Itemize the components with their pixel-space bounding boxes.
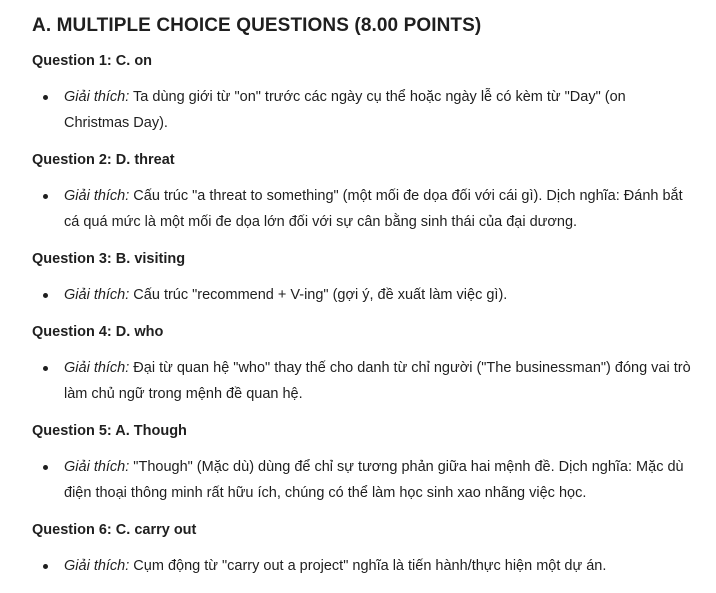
explanation-label: Giải thích: xyxy=(64,558,130,574)
explanation-label: Giải thích: xyxy=(64,459,130,475)
explanation-list xyxy=(32,553,692,579)
bullet-icon xyxy=(43,465,48,470)
explanation-item xyxy=(32,183,692,235)
bullet-icon xyxy=(43,194,48,199)
explanation-item xyxy=(32,553,692,579)
question-title: Question 6: C. carry out xyxy=(32,522,197,538)
explanation-item xyxy=(32,282,692,308)
explanation-list xyxy=(32,282,692,308)
question-title: Question 1: C. on xyxy=(32,53,153,69)
explanation-text: Cấu trúc "a threat to something" (một mối đe dọa đối với cái gì). Dịch nghĩa: Đánh bắt cá quá mức là một mối đe dọa lớn đối với sự cân bằng sinh thái của đại dương. xyxy=(64,188,683,230)
question-1 xyxy=(32,51,692,136)
question-title: Question 3: B. visiting xyxy=(32,251,186,267)
explanation-label: Giải thích: xyxy=(64,188,130,204)
explanation-list xyxy=(32,183,692,235)
bullet-icon xyxy=(43,366,48,371)
explanation-item xyxy=(32,454,692,506)
question-5 xyxy=(32,421,692,506)
explanation-item xyxy=(32,355,692,407)
document-content xyxy=(32,15,692,593)
explanation-text: Cụm động từ "carry out a project" nghĩa là tiến hành/thực hiện một dự án. xyxy=(129,558,607,574)
explanation-label: Giải thích: xyxy=(64,89,130,105)
question-4 xyxy=(32,322,692,407)
question-6 xyxy=(32,520,692,579)
explanation-list xyxy=(32,454,692,506)
bullet-icon xyxy=(43,564,48,569)
question-3 xyxy=(32,249,692,308)
explanation-text: "Though" (Mặc dù) dùng để chỉ sự tương phản giữa hai mệnh đề. Dịch nghĩa: Mặc dù điện thoại thông minh rất hữu ích, chúng có thể làm học sinh xao nhãng việc học. xyxy=(64,459,684,501)
explanation-text: Đại từ quan hệ "who" thay thế cho danh từ chỉ người ("The businessman") đóng vai trò làm chủ ngữ trong mệnh đề quan hệ. xyxy=(64,360,691,402)
question-title: Question 2: D. threat xyxy=(32,152,175,168)
explanation-item xyxy=(32,84,692,136)
question-title: Question 5: A. Though xyxy=(32,423,187,439)
explanation-label: Giải thích: xyxy=(64,287,130,303)
section-heading: A. MULTIPLE CHOICE QUESTIONS (8.00 POINTS) xyxy=(32,15,482,36)
bullet-icon xyxy=(43,293,48,298)
explanation-text: Ta dùng giới từ "on" trước các ngày cụ thể hoặc ngày lễ có kèm từ "Day" (on Christmas Day). xyxy=(64,89,626,131)
bullet-icon xyxy=(43,95,48,100)
explanation-label: Giải thích: xyxy=(64,360,130,376)
explanation-list xyxy=(32,355,692,407)
question-title: Question 4: D. who xyxy=(32,324,164,340)
explanation-list xyxy=(32,84,692,136)
explanation-text: Cấu trúc "recommend + V-ing" (gợi ý, đề xuất làm việc gì). xyxy=(129,287,508,303)
question-2 xyxy=(32,150,692,235)
